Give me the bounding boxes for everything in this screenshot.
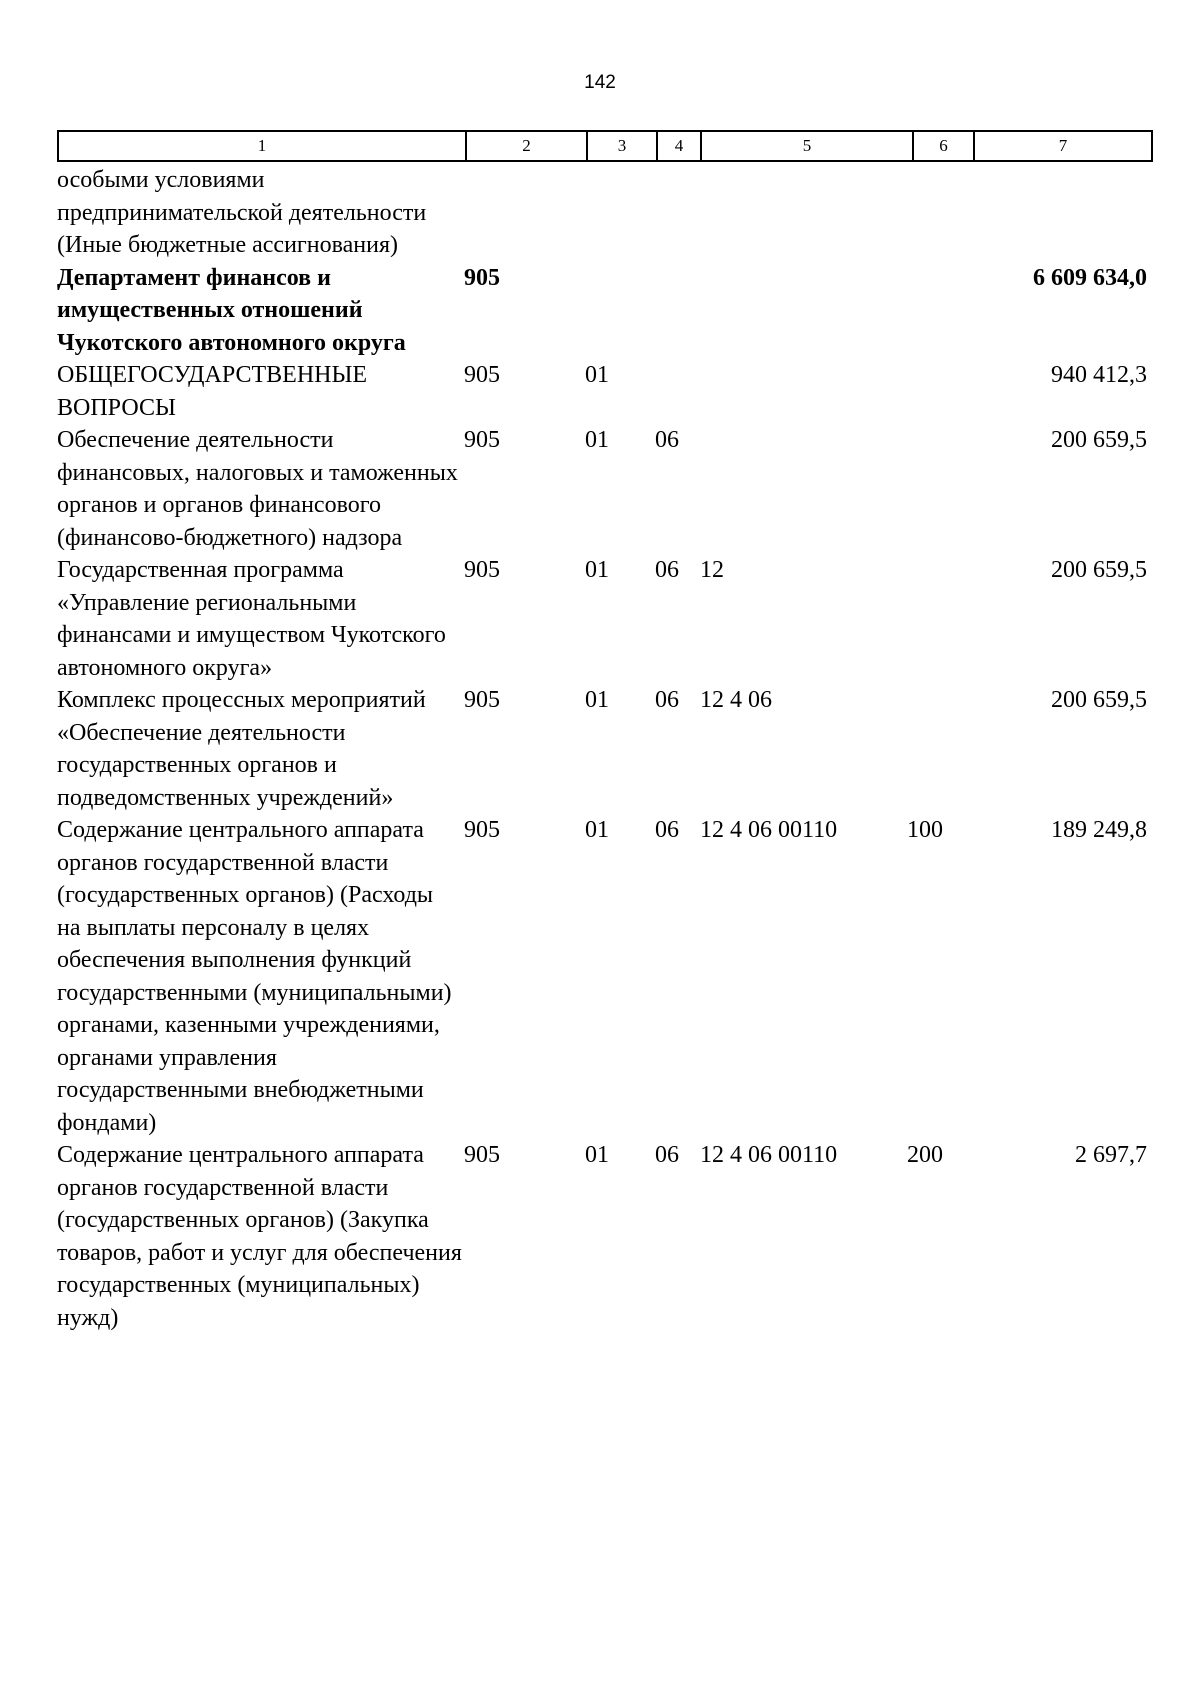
row-target-article: 12 4 06 00110: [700, 1142, 838, 1168]
row-expense-type: 100: [907, 817, 943, 843]
table-row: [57, 424, 1147, 554]
row-section: 01: [585, 1142, 609, 1168]
row-name: Департамент финансов и имущественных отношений Чукотского автономного округа: [57, 264, 406, 356]
row-section: 01: [585, 557, 609, 583]
row-subsection: 06: [655, 687, 679, 713]
row-sum: 189 249,8: [1051, 817, 1147, 843]
row-sum: 200 659,5: [1051, 687, 1147, 713]
row-sum: 6 609 634,0: [1033, 264, 1147, 291]
page-number: 142: [584, 72, 616, 93]
column-number-header: [57, 130, 1153, 162]
row-target-article: 12: [700, 557, 724, 583]
row-name: Содержание центрального аппарата органов государственной власти (государственных органов) (Расходы на выплаты персоналу в целях обеспечения выполнения функций государственными (муниципальными) органами, казенными учреждениями, органами управления государственными внебюджетными фондами): [57, 817, 452, 1136]
row-section: 01: [585, 817, 609, 843]
row-grbs: 905: [464, 817, 500, 843]
header-col-4: 4: [657, 131, 701, 161]
row-target-article: 12 4 06 00110: [700, 817, 838, 843]
row-grbs: 905: [464, 687, 500, 713]
table-row: [57, 1139, 1147, 1334]
row-grbs: 905: [464, 1142, 500, 1168]
row-name: особыми условиями предпринимательской деятельности (Иные бюджетные ассигнования): [57, 167, 427, 258]
row-subsection: 06: [655, 427, 679, 453]
table-row: [57, 554, 1147, 684]
table-row: [57, 684, 1147, 814]
row-name: Обеспечение деятельности финансовых, налоговых и таможенных органов и органов финансового (финансово-бюджетного) надзора: [57, 427, 458, 551]
row-grbs: 905: [464, 264, 500, 291]
row-sum: 200 659,5: [1051, 557, 1147, 583]
header-row: [58, 131, 1152, 161]
row-name: Содержание центрального аппарата органов государственной власти (государственных органов) (Закупка товаров, работ и услуг для обеспечения государственных (муниципальных) нужд): [57, 1142, 462, 1331]
row-name: ОБЩЕГОСУДАРСТВЕННЫЕ ВОПРОСЫ: [57, 362, 368, 421]
row-grbs: 905: [464, 362, 500, 388]
row-sum: 200 659,5: [1051, 427, 1147, 453]
header-col-3: 3: [587, 131, 657, 161]
row-subsection: 06: [655, 557, 679, 583]
header-col-5: 5: [701, 131, 913, 161]
header-col-6: 6: [913, 131, 974, 161]
row-section: 01: [585, 687, 609, 713]
row-sum: 940 412,3: [1051, 362, 1147, 388]
row-name: Комплекс процессных мероприятий «Обеспечение деятельности государственных органов и подведомственных учреждений»: [57, 687, 426, 811]
header-col-2: 2: [466, 131, 587, 161]
row-section: 01: [585, 362, 609, 388]
table-row: [57, 262, 1147, 360]
row-grbs: 905: [464, 427, 500, 453]
table-row: [57, 814, 1147, 1139]
row-expense-type: 200: [907, 1142, 943, 1168]
table-row: [57, 359, 1147, 424]
row-subsection: 06: [655, 817, 679, 843]
row-name: Государственная программа «Управление региональными финансами и имуществом Чукотского автономного округа»: [57, 557, 446, 681]
row-grbs: 905: [464, 557, 500, 583]
row-section: 01: [585, 427, 609, 453]
header-col-1: 1: [58, 131, 466, 161]
header-col-7: 7: [974, 131, 1152, 161]
row-target-article: 12 4 06: [700, 687, 772, 713]
row-sum: 2 697,7: [1075, 1142, 1147, 1168]
row-subsection: 06: [655, 1142, 679, 1168]
budget-table-body: [57, 164, 1147, 1334]
table-row: [57, 164, 1147, 262]
